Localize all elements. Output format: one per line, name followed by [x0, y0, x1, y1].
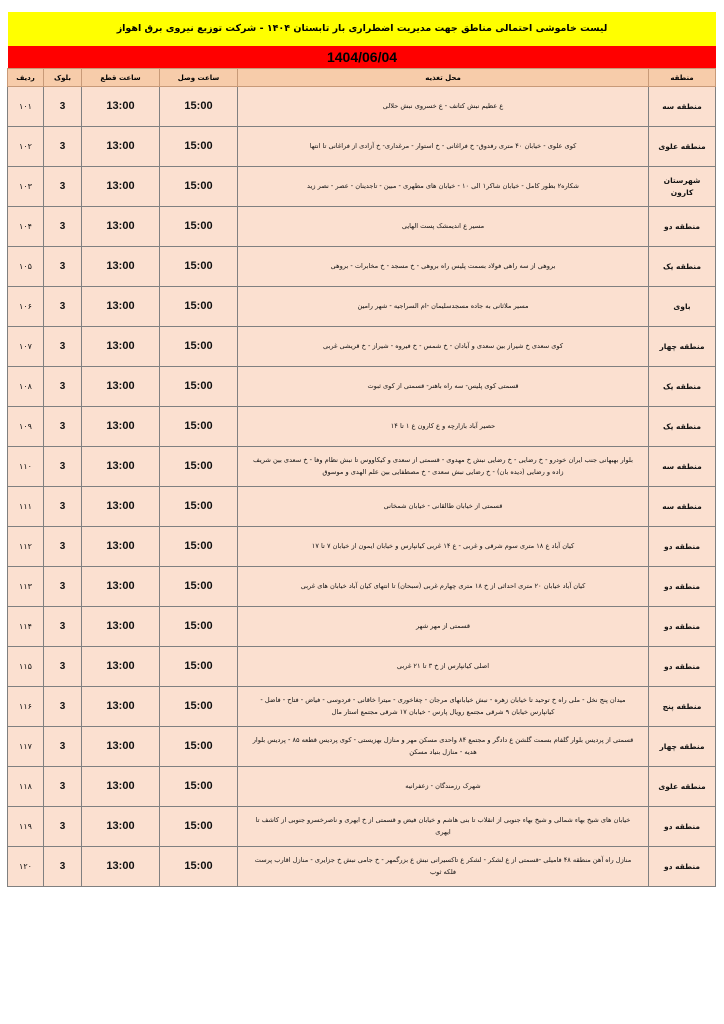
cell-block: 3 [44, 767, 82, 807]
table-row [8, 727, 716, 767]
cell-cut-time: 13:00 [82, 527, 160, 567]
cell-cut-time: 13:00 [82, 607, 160, 647]
cell-block: 3 [44, 87, 82, 127]
cell-block: 3 [44, 447, 82, 487]
outage-table [7, 68, 716, 887]
cell-connect-time: 15:00 [160, 327, 238, 367]
cell-block: 3 [44, 647, 82, 687]
cell-cut-time: 13:00 [82, 87, 160, 127]
cell-cut-time: 13:00 [82, 327, 160, 367]
column-header-connect-time: ساعت وصل [160, 69, 238, 87]
cell-cut-time: 13:00 [82, 447, 160, 487]
cell-location: کیان آباد خیابان ۲۰ متری احداثی از خ ۱۸ متری چهارم غربی (سبحان) تا انتهای کیان آباد خیابان های غربی [238, 567, 649, 607]
cell-cut-time: 13:00 [82, 487, 160, 527]
cell-location: حصیر آباد بازارچه و ع کارون ع ۱ تا ۱۴ [238, 407, 649, 447]
table-row [8, 527, 716, 567]
table-row [8, 327, 716, 367]
cell-location: بروهی از سه راهی فولاد بسمت پلیس راه بروهی - خ مسجد - خ مخابرات - بروهی [238, 247, 649, 287]
table-row [8, 847, 716, 887]
cell-cut-time: 13:00 [82, 247, 160, 287]
cell-cut-time: 13:00 [82, 367, 160, 407]
cell-connect-time: 15:00 [160, 607, 238, 647]
column-header-location: محل تغذیه [238, 69, 649, 87]
cell-location: شکاره۲ بطور کامل - خیابان شاکر۱ الی ۱۰ - خیابان های مطهری - مبین - تاجدینان - عصر - نصر زید [238, 167, 649, 207]
cell-region: منطقه سه [649, 447, 716, 487]
cell-location: کوی علوی - خیابان ۴۰ متری رفدوق- خ فراغانی - خ استوار - مرغداری- خ آزادی از فراغانی تا انتها [238, 127, 649, 167]
cell-region: منطقه دو [649, 567, 716, 607]
cell-row-number: ۱۱۹ [8, 807, 44, 847]
cell-region: منطقه پنج [649, 687, 716, 727]
cell-row-number: ۱۰۳ [8, 167, 44, 207]
cell-block: 3 [44, 207, 82, 247]
cell-region: شهرستان کارون [649, 167, 716, 207]
cell-block: 3 [44, 607, 82, 647]
cell-region: منطقه یک [649, 407, 716, 447]
cell-connect-time: 15:00 [160, 807, 238, 847]
cell-block: 3 [44, 727, 82, 767]
table-row [8, 807, 716, 847]
cell-location: مسیر ع اندیمشک پست الهایی [238, 207, 649, 247]
cell-cut-time: 13:00 [82, 287, 160, 327]
cell-cut-time: 13:00 [82, 207, 160, 247]
cell-connect-time: 15:00 [160, 727, 238, 767]
cell-region: منطقه چهار [649, 327, 716, 367]
cell-row-number: ۱۱۸ [8, 767, 44, 807]
column-header-cut-time: ساعت قطع [82, 69, 160, 87]
cell-cut-time: 13:00 [82, 127, 160, 167]
cell-row-number: ۱۰۲ [8, 127, 44, 167]
cell-connect-time: 15:00 [160, 567, 238, 607]
cell-block: 3 [44, 567, 82, 607]
page-footer-space [8, 887, 716, 1024]
cell-row-number: ۱۱۳ [8, 567, 44, 607]
cell-region: منطقه علوی [649, 767, 716, 807]
cell-cut-time: 13:00 [82, 807, 160, 847]
table-row [8, 567, 716, 607]
cell-cut-time: 13:00 [82, 647, 160, 687]
cell-row-number: ۱۱۴ [8, 607, 44, 647]
table-header [8, 69, 716, 87]
cell-region: منطقه دو [649, 847, 716, 887]
cell-row-number: ۱۰۹ [8, 407, 44, 447]
cell-connect-time: 15:00 [160, 687, 238, 727]
cell-location: کوی سعدی خ شیراز بین سعدی و آبادان - خ شمس - خ فیروه - شیراز - خ قریشی غربی [238, 327, 649, 367]
cell-block: 3 [44, 247, 82, 287]
cell-block: 3 [44, 407, 82, 447]
table-header-row [8, 69, 716, 87]
cell-location: اصلی کیانپارس از خ ۳ تا ۲۱ غربی [238, 647, 649, 687]
cell-row-number: ۱۲۰ [8, 847, 44, 887]
column-header-block: بلوک [44, 69, 82, 87]
cell-connect-time: 15:00 [160, 447, 238, 487]
cell-row-number: ۱۰۴ [8, 207, 44, 247]
cell-cut-time: 13:00 [82, 407, 160, 447]
cell-region: منطقه دو [649, 207, 716, 247]
cell-block: 3 [44, 527, 82, 567]
cell-region: منطقه سه [649, 87, 716, 127]
cell-block: 3 [44, 367, 82, 407]
cell-row-number: ۱۱۰ [8, 447, 44, 487]
cell-region: منطقه یک [649, 367, 716, 407]
cell-connect-time: 15:00 [160, 207, 238, 247]
table-row [8, 607, 716, 647]
cell-row-number: ۱۰۱ [8, 87, 44, 127]
cell-region: منطقه چهار [649, 727, 716, 767]
cell-connect-time: 15:00 [160, 647, 238, 687]
column-header-region: منطقه [649, 69, 716, 87]
cell-block: 3 [44, 687, 82, 727]
cell-region: منطقه دو [649, 607, 716, 647]
cell-row-number: ۱۱۷ [8, 727, 44, 767]
cell-connect-time: 15:00 [160, 367, 238, 407]
cell-location: قسمتی از مهر شهر [238, 607, 649, 647]
table-row [8, 487, 716, 527]
cell-location: قسمتی از خیابان طالقانی - خیابان شمخانی [238, 487, 649, 527]
cell-block: 3 [44, 847, 82, 887]
cell-location: مسیر ملاثانی به جاده مسجدسلیمان -ام السراجیه - شهر رامین [238, 287, 649, 327]
cell-row-number: ۱۱۲ [8, 527, 44, 567]
cell-location: خیابان های شیخ بهاء شمالی و شیخ بهاء جنوبی از انقلاب تا بنی هاشم و خیابان فیض و قسمتی از خ ایهری و ناصرخسرو جنوبی از کاشف تا ایهری [238, 807, 649, 847]
cell-cut-time: 13:00 [82, 687, 160, 727]
cell-region: منطقه سه [649, 487, 716, 527]
page-title: لیست خاموشی احتمالی مناطق جهت مدیریت اضطراری بار تابستان ۱۴۰۴ - شرکت توزیع نیروی برق اهواز [116, 23, 608, 35]
schedule-date: 1404/06/04 [326, 49, 398, 65]
cell-connect-time: 15:00 [160, 527, 238, 567]
table-row [8, 767, 716, 807]
cell-row-number: ۱۰۸ [8, 367, 44, 407]
cell-location: میدان پنج نخل - ملی راه خ توحید تا خیابان زهره - نبش خیابانهای مرجان - چغاخوری - میترا خاقانی - فردوسی - فیاض - فتاح - فاضل - کیانپارس خیابان ۹ شرقی مجتمع رویال پارس - خیابان ۱۷ شرقی مجتمع استار مال [238, 687, 649, 727]
cell-connect-time: 15:00 [160, 487, 238, 527]
cell-region: منطقه یک [649, 247, 716, 287]
cell-connect-time: 15:00 [160, 407, 238, 447]
table-row [8, 367, 716, 407]
table-row [8, 127, 716, 167]
cell-connect-time: 15:00 [160, 847, 238, 887]
cell-location: شهرک رزمندگان - زعفرانیه [238, 767, 649, 807]
cell-region: منطقه دو [649, 527, 716, 567]
cell-row-number: ۱۱۶ [8, 687, 44, 727]
cell-connect-time: 15:00 [160, 127, 238, 167]
cell-cut-time: 13:00 [82, 167, 160, 207]
cell-cut-time: 13:00 [82, 727, 160, 767]
table-row [8, 247, 716, 287]
cell-row-number: ۱۰۵ [8, 247, 44, 287]
cell-cut-time: 13:00 [82, 567, 160, 607]
cell-block: 3 [44, 287, 82, 327]
table-row [8, 687, 716, 727]
cell-connect-time: 15:00 [160, 167, 238, 207]
cell-region: منطقه دو [649, 647, 716, 687]
table-row [8, 407, 716, 447]
column-header-row-number: ردیف [8, 69, 44, 87]
cell-region: منطقه دو [649, 807, 716, 847]
table-row [8, 87, 716, 127]
cell-location: بلوار بهبهانی جنب ایران خودرو - خ رضایی - خ رضایی نبش خ مهدوی - قسمتی از سعدی و کیکاووس تا نبش نظام وفا - خ سعدی بین شریف زاده و رضایی (دیده بان) - خ رضایی نبش سعدی - خ مصطفایی بین علم الهدی و موسوق [238, 447, 649, 487]
date-banner [8, 46, 716, 68]
cell-location: قسمتی کوی پلیس- سه راه باهنر- قسمتی از کوی ثبوت [238, 367, 649, 407]
cell-location: منازل راه آهن منطقه ۴۸ فامیلی -قسمتی از ع لشکر - لشکر ع تاکسیرانی نبش ع بزرگمهر - خ جامی نبش خ جزایری - منازل اقارب پرست فلکه ثوب [238, 847, 649, 887]
cell-location: کیان آباد ع ۱۸ متری سوم شرقی و غربی - ع ۱۴ غربی کیانپارس و خیابان ایمون از خیابان ۷ تا ۱۷ [238, 527, 649, 567]
table-row [8, 167, 716, 207]
cell-cut-time: 13:00 [82, 767, 160, 807]
cell-row-number: ۱۰۶ [8, 287, 44, 327]
table-row [8, 207, 716, 247]
table-row [8, 287, 716, 327]
cell-connect-time: 15:00 [160, 287, 238, 327]
cell-region: باوی [649, 287, 716, 327]
cell-block: 3 [44, 487, 82, 527]
cell-block: 3 [44, 807, 82, 847]
cell-block: 3 [44, 167, 82, 207]
cell-cut-time: 13:00 [82, 847, 160, 887]
cell-connect-time: 15:00 [160, 767, 238, 807]
cell-row-number: ۱۰۷ [8, 327, 44, 367]
cell-block: 3 [44, 327, 82, 367]
cell-row-number: ۱۱۵ [8, 647, 44, 687]
cell-location: ع عظیم نبش کتانف - ع خسروی نبش حلالی [238, 87, 649, 127]
cell-region: منطقه علوی [649, 127, 716, 167]
table-body [8, 87, 716, 887]
cell-connect-time: 15:00 [160, 247, 238, 287]
table-row [8, 647, 716, 687]
cell-block: 3 [44, 127, 82, 167]
title-banner [8, 12, 716, 46]
cell-connect-time: 15:00 [160, 87, 238, 127]
cell-location: قسمتی از پردیس بلوار گلفام بسمت گلشن ع دادگر و مجتمع ۸۴ واحدی مسکن مهر و منازل بهزیستی - کوی پردیس قطعه ۸۵ - پردیس بلوار هدیه - منازل بنیاد مسکن [238, 727, 649, 767]
table-row [8, 447, 716, 487]
cell-row-number: ۱۱۱ [8, 487, 44, 527]
